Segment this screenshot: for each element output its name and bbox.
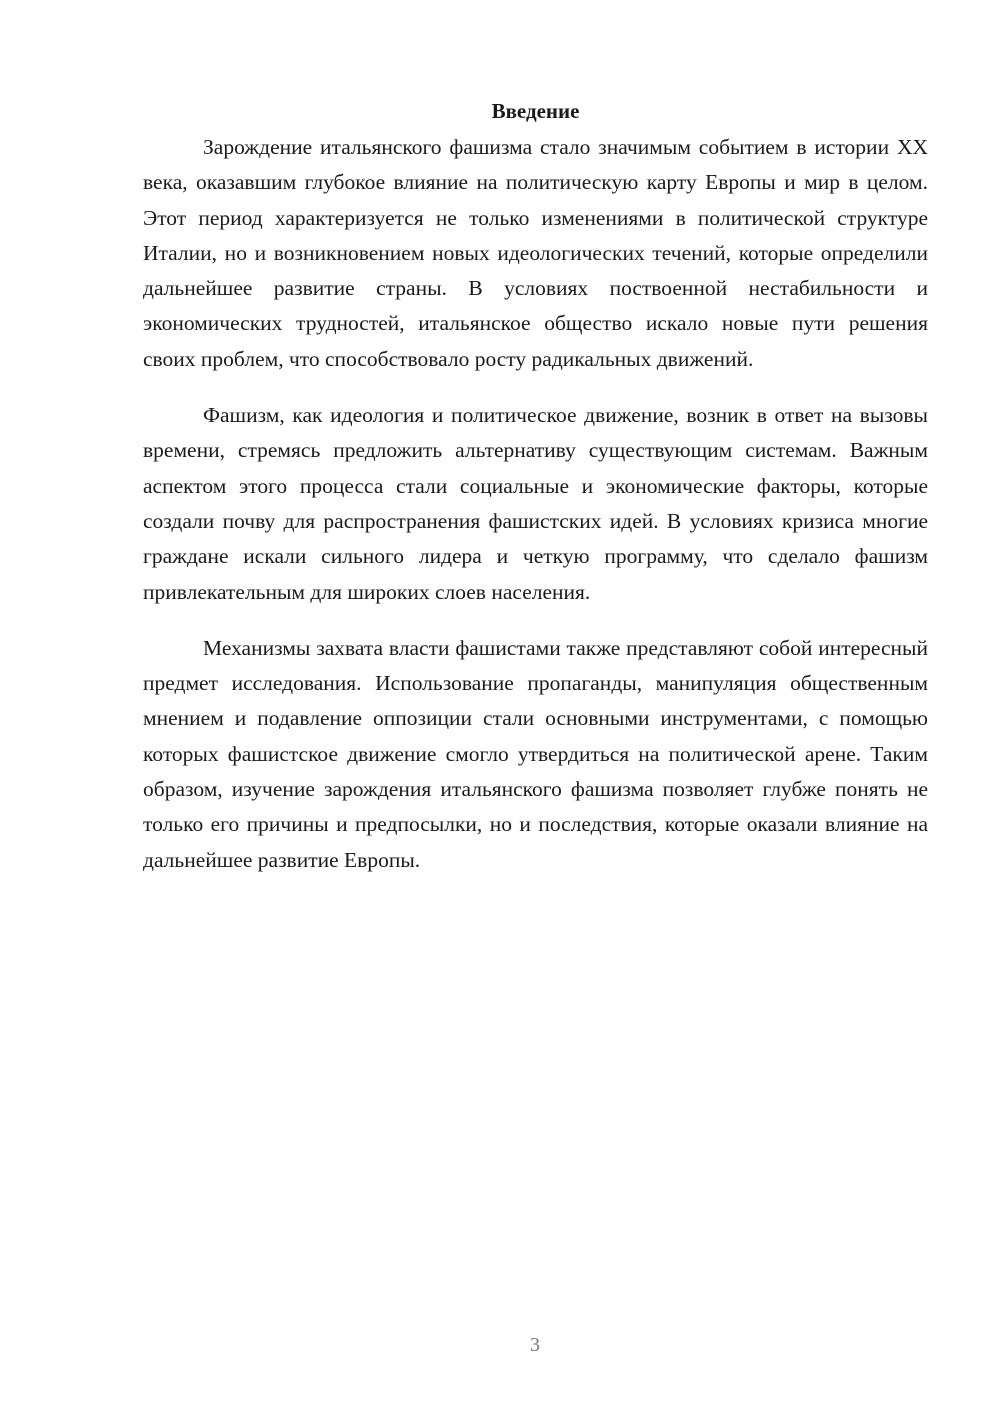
page-content (143, 96, 928, 878)
paragraph-1: Зарождение итальянского фашизма стало значимым событием в истории XX века, оказавшим глубокое влияние на политическую карту Европы и мир в целом. Этот период характеризуется не только изменениями в политической структуре Италии, но и возникновением новых идеологических течений, которые определили дальнейшее развитие страны. В условиях поствоенной нестабильности и экономических трудностей, итальянское общество искало новые пути решения своих проблем, что способствовало росту радикальных движений. (143, 135, 928, 371)
page-number: 3 (530, 1334, 540, 1356)
section-title: Введение (491, 99, 580, 123)
paragraph-3: Механизмы захвата власти фашистами также представляют собой интересный предмет исследования. Использование пропаганды, манипуляция общественным мнением и подавление оппозиции стали основными инструментами, с помощью которых фашистское движение смогло утвердиться на политической арене. Таким образом, изучение зарождения итальянского фашизма позволяет глубже понять не только его причины и предпосылки, но и последствия, которые оказали влияние на дальнейшее развитие Европы. (143, 635, 928, 872)
paragraph-2: Фашизм, как идеология и политическое движение, возник в ответ на вызовы времени, стремясь предложить альтернативу существующим системам. Важным аспектом этого процесса стали социальные и экономические факторы, которые создали почву для распространения фашистских идей. В условиях кризиса многие граждане искали сильного лидера и четкую программу, что сделало фашизм привлекательным для широких слоев населения. (143, 403, 928, 604)
